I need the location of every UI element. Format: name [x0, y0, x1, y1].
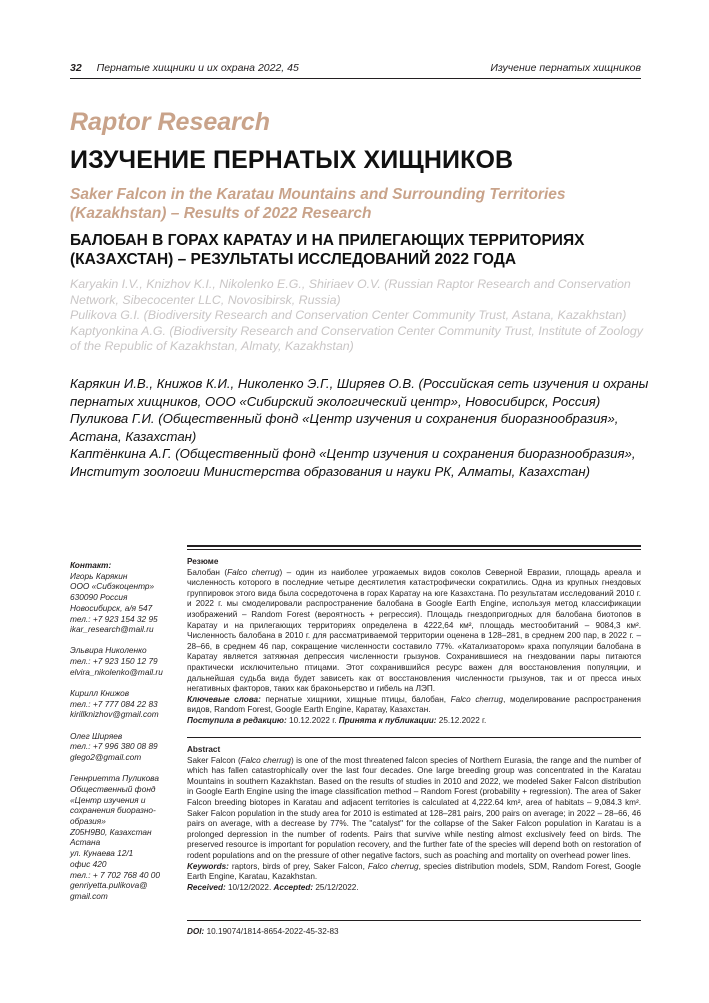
- contact-line: «Центр изучения и: [70, 794, 146, 805]
- contact-line: Эльвира Николенко: [70, 645, 147, 656]
- contact-line: тел.: +7 996 380 08 89: [70, 741, 158, 752]
- contact-email[interactable]: elvira_nikolenko@mail.ru: [70, 666, 163, 677]
- page-number: 32: [70, 62, 82, 74]
- contact-line: тел.: +7 777 084 22 83: [70, 698, 158, 709]
- contacts-sidebar: [70, 560, 176, 912]
- abstract-ru-body: Балобан (Falco cherrug) – один из наиболее угрожаемых видов соколов Северной Евразии, площадь ареала и численность которого в последние четыре десятилетия катастрофически сократились. Одна из крупных гнездовых группировок этого вида была сосредоточена в горах Каратау на юге Казахстана. По результатам исследований 2010 г. и 2022 г. мы смоделировали распространение балобана в Google Earth Engine, используя метод классификации изображений – Random Forest (вероятность + регрессия). Площадь гнездопригодных для балобана биотопов в Каратау и на прилегающих территориях определена в 4222,64 км², площадь местообитаний – 9084,3 км². Численность балобана в 2010 г. для рассматриваемой территории оценена в 128–281, в среднем 200 пар, в 2022 г. – 28–66, в среднем 46 пар, сокращение численности составило 77%. «Катализатором» краха популяции балобана в Каратау является затяжная депрессия численности грызунов. Сохранившиеся на гнездовании пары питаются практически исключительно птицами. Этот сохранившийся ресурс важен для восстановления популяции, и дальнейшая судьба вида будет зависеть как от восстановления численности грызунов, так и от пресса иных негативных факторов, таких как браконьерство и гибель на ЛЭП.: [187, 567, 642, 694]
- contact-entry: [70, 571, 176, 635]
- abstract-en: [187, 745, 641, 893]
- contact-line: тел.: +7 923 154 32 95: [70, 613, 158, 624]
- species-name: Falco cherrug: [240, 755, 291, 765]
- contact-line: Астана: [70, 837, 101, 848]
- species-name: Falco cherrug: [227, 567, 280, 577]
- journal-name: Пернатые хищники и их охрана 2022, 45: [96, 62, 299, 74]
- author-group-ru: Каптёнкина А.Г. (Общественный фонд «Центр изучения и сохранения биоразнообразия», Институт зоологии Министерства образования и науки РК, Алматы, Казахстан): [70, 446, 636, 479]
- contact-email[interactable]: glego2@gmail.com: [70, 752, 142, 763]
- author-group-ru: Карякин И.В., Книжов К.И., Николенко Э.Г., Ширяев О.В. (Российская сеть изучения и охраны пернатых хищников, ООО «Сибирский экологический центр», Новосибирск, Россия): [70, 376, 649, 409]
- header-rule: [70, 78, 641, 79]
- contact-entry: [70, 731, 176, 763]
- author-group-ru: Пуликова Г.И. (Общественный фонд «Центр изучения и сохранения биоразнообразия», Астана, Казахстан): [70, 411, 619, 444]
- contact-line: Z05H9B0, Казахстан: [70, 826, 152, 837]
- contact-line: офис 420: [70, 858, 107, 869]
- contact-entry: [70, 773, 176, 901]
- running-header: [70, 62, 641, 76]
- authors-ru: [70, 375, 650, 481]
- contact-line: образия»: [70, 816, 106, 827]
- doi-value[interactable]: 10.19074/1814-8654-2022-45-32-83: [204, 927, 339, 936]
- author-group-en: Karyakin I.V., Knizhov K.I., Nikolenko E.G., Shiriaev O.V. (Russian Raptor Research and Conservation Network, Sibecocenter LLC, Novosibirsk, Russia): [70, 277, 631, 307]
- abstract-ru: [187, 557, 641, 727]
- contact-line: тел.: + 7 702 768 40 00: [70, 869, 160, 880]
- article-title-ru: БАЛОБАН В ГОРАХ КАРАТАУ И НА ПРИЛЕГАЮЩИХ ТЕРРИТОРИЯХ (КАЗАХСТАН) – РЕЗУЛЬТАТЫ ИССЛЕДОВАНИЙ 2022 ГОДА: [70, 232, 585, 268]
- doi: [187, 927, 339, 936]
- abstract-rule-thick: [187, 545, 641, 547]
- abstract-en-body: Saker Falcon (Falco cherrug) is one of the most threatened falcon species of Northern Eurasia, the range and the number of which has fallen catastrophically over the last four decades. One large breeding group was concentrated in the Karatau Mountains in southern Kazakhstan. Based on the results of studies in 2010 and 2022, we modeled Saker Falcon distribution in Google Earth Engine using the image classification method – Random Forest (probability + regression). The area of Saker Falcon breeding biotopes in Karatau and adjacent territories is calculated at 4,222.64 km², area of habitats – 9,084.3 km². Saker Falcon population in the study area for 2010 is estimated at 128–281 pairs, 200 pairs on average; in 2022 – 28–66, 46 pairs on average, with a decrease by 77%. The "catalyst" for the collapse of the Saker Falcon population in Karatau is a prolonged depression in the number of rodents. Pairs that survive while nesting almost exclusively feed on birds. The preserved resource is important for population recovery, and the further fate of the species will depend both on restoration of rodent populations and on the pressure of other negative factors, such as poaching and mortality on overhead power lines.: [187, 755, 641, 860]
- contact-line: Кирилл Книжов: [70, 688, 130, 699]
- contact-line: Новосибирск, а/я 547: [70, 602, 153, 613]
- contact-email[interactable]: genriyetta.pulikova@: [70, 880, 148, 891]
- section-name: Изучение пернатых хищников: [490, 62, 641, 74]
- contact-line: 630090 Россия: [70, 592, 128, 603]
- author-group-en: Kaptyonkina A.G. (Biodiversity Research and Conservation Center Community Trust, Institute of Zoology of the Republic of Kazakhstan, Almaty, Kazakhstan): [70, 323, 643, 354]
- contact-email[interactable]: ikar_research@mail.ru: [70, 624, 154, 635]
- contact-line: сохранения биоразно-: [70, 805, 156, 816]
- abstract-ru-dates: Поступила в редакцию: 10.12.2022 г. Принята к публикации: 25.12.2022 г.: [187, 715, 487, 725]
- abstract-divider: [187, 737, 641, 738]
- contact-line: Олег Ширяев: [70, 730, 123, 741]
- contact-line: ООО «Сибэкоцентр»: [70, 581, 155, 592]
- section-title-en: Raptor Research: [70, 108, 271, 136]
- contact-entry: [70, 688, 176, 720]
- contact-email[interactable]: gmail.com: [70, 890, 108, 901]
- contacts-title: Контакт:: [70, 560, 112, 570]
- abstract-en-dates: Received: 10/12/2022. Accepted: 25/12/2022.: [187, 882, 359, 892]
- contact-line: Игорь Карякин: [70, 570, 128, 581]
- contact-line: ул. Кунаева 12/1: [70, 848, 134, 859]
- contact-line: Геннриетта Пуликова: [70, 773, 159, 784]
- abstract-ru-keywords: Ключевые слова: пернатые хищники, хищные птицы, балобан, Falco cherrug, моделирование распространения видов, Random Forest, Google Earth Engine, Каратау, Казахстан.: [187, 694, 641, 715]
- abstract-en-keywords: Keywords: raptors, birds of prey, Saker Falcon, Falco cherrug, species distribution models, SDM, Random Forest, Google Earth Engine, Karatau, Kazakhstan.: [187, 861, 641, 882]
- abstract-en-heading: Abstract: [187, 745, 221, 754]
- doi-label: DOI:: [187, 927, 205, 936]
- author-group-en: Pulikova G.I. (Biodiversity Research and Conservation Center Community Trust, Astana, Kazakhstan): [70, 308, 627, 323]
- authors-en: [70, 277, 650, 355]
- article-title-en: Saker Falcon in the Karatau Mountains and Surrounding Territories (Kazakhstan) – Results of 2022 Research: [70, 186, 566, 222]
- contact-entry: [70, 645, 176, 677]
- abstract-ru-heading: Резюме: [187, 557, 219, 566]
- abstract-rule-thin: [187, 549, 641, 550]
- section-title-ru: ИЗУЧЕНИЕ ПЕРНАТЫХ ХИЩНИКОВ: [70, 146, 514, 174]
- contact-line: Общественный фонд: [70, 783, 156, 794]
- doi-rule: [187, 920, 641, 921]
- contact-line: тел.: +7 923 150 12 79: [70, 656, 158, 667]
- contact-email[interactable]: kirillknizhov@gmail.com: [70, 709, 159, 720]
